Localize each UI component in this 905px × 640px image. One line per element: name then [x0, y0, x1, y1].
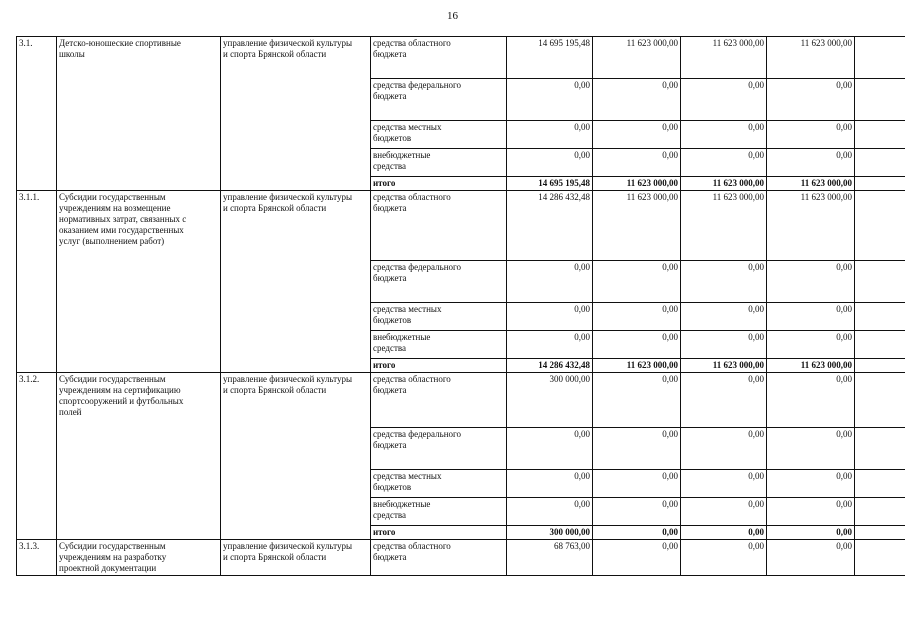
amount-cell: 14 695 195,48 — [507, 37, 593, 79]
amount-cell: 0,00 — [507, 303, 593, 331]
empty-cell — [855, 79, 905, 121]
amount-cell: 0,00 — [767, 470, 855, 498]
amount-cell: 11 623 000,00 — [593, 359, 681, 373]
amount-cell: 0,00 — [593, 303, 681, 331]
amount-cell: 0,00 — [507, 261, 593, 303]
funding-source: итого — [371, 526, 507, 540]
section-code: 3.1.2. — [17, 373, 57, 540]
funding-source: средства федерального бюджета — [371, 428, 507, 470]
empty-cell — [855, 121, 905, 149]
page-number: 16 — [447, 10, 458, 22]
amount-cell: 0,00 — [593, 79, 681, 121]
funding-source: внебюджетные средства — [371, 498, 507, 526]
section-name: Субсидии государственным учреждениям на сертификацию спортсооружений и футбольных полей — [57, 373, 221, 540]
amount-cell: 0,00 — [767, 498, 855, 526]
section-name: Субсидии государственным учреждениям на разработку проектной документации — [57, 540, 221, 576]
amount-cell: 0,00 — [681, 303, 767, 331]
amount-cell: 0,00 — [767, 303, 855, 331]
budget-table — [16, 36, 905, 576]
amount-cell: 0,00 — [593, 149, 681, 177]
amount-cell: 0,00 — [767, 261, 855, 303]
amount-cell: 11 623 000,00 — [767, 191, 855, 261]
amount-cell: 300 000,00 — [507, 373, 593, 428]
empty-cell — [855, 359, 905, 373]
amount-cell: 11 623 000,00 — [681, 191, 767, 261]
section-code: 3.1. — [17, 37, 57, 191]
funding-source: итого — [371, 177, 507, 191]
amount-cell: 0,00 — [507, 470, 593, 498]
empty-cell — [855, 540, 905, 576]
amount-cell: 0,00 — [767, 526, 855, 540]
amount-cell: 0,00 — [593, 121, 681, 149]
amount-cell: 11 623 000,00 — [681, 37, 767, 79]
empty-cell — [855, 149, 905, 177]
funding-source: средства областного бюджета — [371, 37, 507, 79]
funding-source: средства областного бюджета — [371, 191, 507, 261]
amount-cell: 0,00 — [593, 428, 681, 470]
amount-cell: 0,00 — [593, 331, 681, 359]
empty-cell — [855, 331, 905, 359]
table-row — [17, 37, 905, 79]
amount-cell: 300 000,00 — [507, 526, 593, 540]
funding-source: внебюджетные средства — [371, 149, 507, 177]
amount-cell: 14 286 432,48 — [507, 191, 593, 261]
funding-source: средства местных бюджетов — [371, 470, 507, 498]
amount-cell: 0,00 — [681, 373, 767, 428]
amount-cell: 0,00 — [593, 526, 681, 540]
funding-source: средства федерального бюджета — [371, 261, 507, 303]
amount-cell: 11 623 000,00 — [767, 359, 855, 373]
section-name: Детско-юношеские спортивные школы — [57, 37, 221, 191]
empty-cell — [855, 177, 905, 191]
amount-cell: 11 623 000,00 — [681, 177, 767, 191]
amount-cell: 14 286 432,48 — [507, 359, 593, 373]
amount-cell: 0,00 — [507, 121, 593, 149]
amount-cell: 0,00 — [681, 470, 767, 498]
amount-cell: 0,00 — [507, 149, 593, 177]
funding-source: итого — [371, 359, 507, 373]
amount-cell: 68 763,00 — [507, 540, 593, 576]
section-code: 3.1.3. — [17, 540, 57, 576]
amount-cell: 0,00 — [681, 149, 767, 177]
amount-cell: 0,00 — [681, 526, 767, 540]
amount-cell: 0,00 — [593, 261, 681, 303]
amount-cell: 11 623 000,00 — [681, 359, 767, 373]
funding-source: внебюджетные средства — [371, 331, 507, 359]
funding-source: средства федерального бюджета — [371, 79, 507, 121]
funding-source: средства местных бюджетов — [371, 303, 507, 331]
amount-cell: 0,00 — [681, 428, 767, 470]
amount-cell: 0,00 — [593, 470, 681, 498]
section-executor: управление физической культуры и спорта Брянской области — [221, 540, 371, 576]
section-executor: управление физической культуры и спорта Брянской области — [221, 191, 371, 373]
amount-cell: 0,00 — [681, 540, 767, 576]
empty-cell — [855, 498, 905, 526]
amount-cell: 0,00 — [681, 79, 767, 121]
amount-cell: 11 623 000,00 — [767, 37, 855, 79]
empty-cell — [855, 373, 905, 428]
amount-cell: 0,00 — [767, 331, 855, 359]
empty-cell — [855, 191, 905, 261]
amount-cell: 0,00 — [767, 121, 855, 149]
amount-cell: 14 695 195,48 — [507, 177, 593, 191]
amount-cell: 0,00 — [767, 149, 855, 177]
amount-cell: 0,00 — [767, 373, 855, 428]
empty-cell — [855, 37, 905, 79]
amount-cell: 11 623 000,00 — [593, 177, 681, 191]
section-name: Субсидии государственным учреждениям на возмещение нормативных затрат, связанных с оказанием ими государственных услуг (выполнением работ) — [57, 191, 221, 373]
table-row — [17, 373, 905, 428]
table-row — [17, 540, 905, 576]
amount-cell: 0,00 — [507, 79, 593, 121]
funding-source: средства областного бюджета — [371, 540, 507, 576]
amount-cell: 0,00 — [681, 331, 767, 359]
amount-cell: 0,00 — [593, 540, 681, 576]
amount-cell: 0,00 — [681, 498, 767, 526]
amount-cell: 0,00 — [507, 498, 593, 526]
amount-cell: 0,00 — [767, 79, 855, 121]
section-executor: управление физической культуры и спорта Брянской области — [221, 373, 371, 540]
amount-cell: 0,00 — [507, 331, 593, 359]
empty-cell — [855, 261, 905, 303]
empty-cell — [855, 428, 905, 470]
funding-source: средства местных бюджетов — [371, 121, 507, 149]
section-code: 3.1.1. — [17, 191, 57, 373]
amount-cell: 0,00 — [593, 373, 681, 428]
empty-cell — [855, 526, 905, 540]
amount-cell: 0,00 — [681, 261, 767, 303]
amount-cell: 11 623 000,00 — [593, 191, 681, 261]
table-row — [17, 191, 905, 261]
amount-cell: 0,00 — [507, 428, 593, 470]
amount-cell: 0,00 — [681, 121, 767, 149]
amount-cell: 0,00 — [767, 540, 855, 576]
funding-source: средства областного бюджета — [371, 373, 507, 428]
empty-cell — [855, 303, 905, 331]
section-executor: управление физической культуры и спорта Брянской области — [221, 37, 371, 191]
amount-cell: 11 623 000,00 — [593, 37, 681, 79]
amount-cell: 11 623 000,00 — [767, 177, 855, 191]
amount-cell: 0,00 — [593, 498, 681, 526]
amount-cell: 0,00 — [767, 428, 855, 470]
empty-cell — [855, 470, 905, 498]
